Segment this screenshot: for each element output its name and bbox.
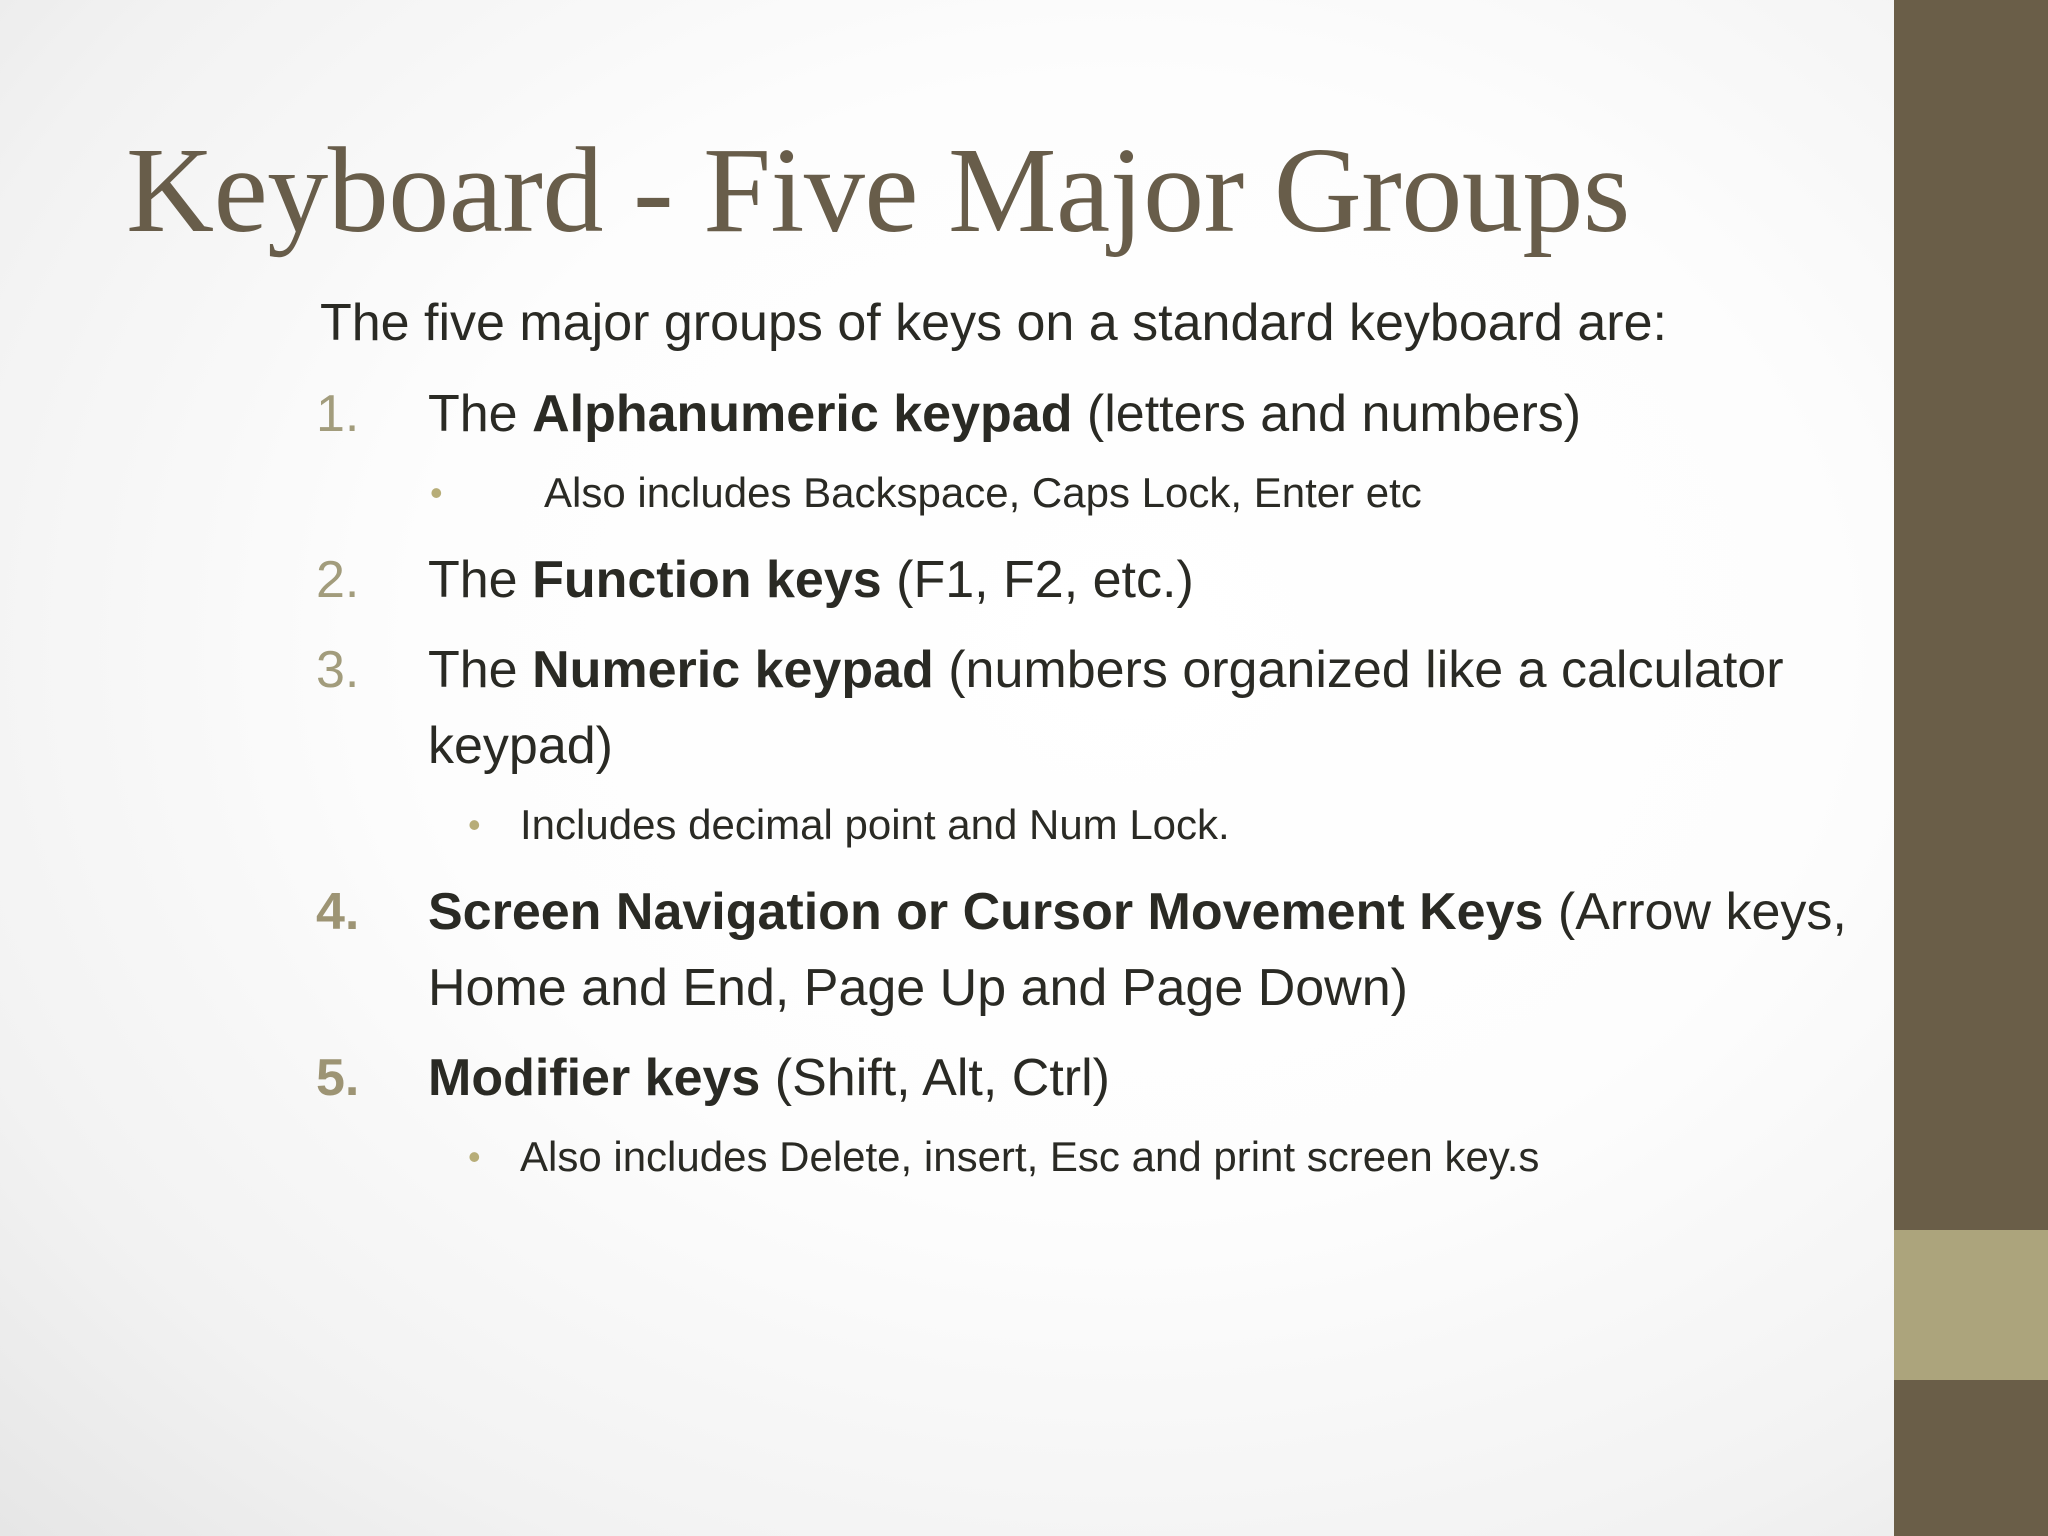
list-item-pre: The (428, 385, 533, 443)
list-item-post: (letters and numbers) (1072, 385, 1582, 443)
list-item-bold: Screen Navigation or Cursor Movement Keys (428, 883, 1544, 941)
intro-text: The five major groups of keys on a standard keyboard are: (320, 294, 1667, 352)
bullet-icon: • (468, 804, 481, 845)
list-item-post: (Arrow keys, Home and End, Page Up and Page Down) (428, 883, 1847, 1017)
sub-bullet-text: Also includes Backspace, Caps Lock, Enter etc (544, 469, 1422, 516)
sub-bullet-text: Also includes Delete, insert, Esc and print screen key.s (520, 1133, 1540, 1180)
bullet-icon: • (468, 1136, 481, 1177)
list-item-numeric (316, 632, 1916, 784)
list-item-post: (numbers organized like a calculator keypad) (428, 641, 1784, 775)
bullet-icon: • (430, 472, 443, 513)
list-item-text (428, 385, 1581, 443)
list-item-bold: Numeric keypad (532, 641, 934, 699)
list-item-text (428, 641, 1784, 775)
list-item-text (428, 551, 1194, 609)
list-item-text (428, 1049, 1110, 1107)
list-item-alphanumeric (316, 376, 1916, 452)
list-item-modifier (316, 1040, 1916, 1116)
list-item-pre: The (428, 551, 533, 609)
list-number: 4. (316, 883, 360, 941)
list-item-post: (F1, F2, etc.) (881, 551, 1194, 609)
sub-bullet-alphanumeric (316, 464, 1916, 522)
sub-bullet-modifier (316, 1128, 1916, 1186)
list-number: 1. (316, 385, 360, 443)
slide-title: Keyboard - Five Major Groups (126, 123, 1630, 258)
list-number: 3. (316, 641, 360, 699)
list-item-bold: Function keys (532, 551, 882, 609)
list-item-text (428, 883, 1847, 1017)
list-item-post: (Shift, Alt, Ctrl) (760, 1049, 1110, 1107)
list-item-bold: Alphanumeric keypad (532, 385, 1073, 443)
list-item-navigation (316, 874, 1916, 1026)
side-accent (1894, 1230, 2048, 1380)
sub-bullet-text: Includes decimal point and Num Lock. (520, 801, 1230, 848)
slide-body (316, 288, 1916, 1206)
sub-bullet-numeric (316, 796, 1916, 854)
list-item-bold: Modifier keys (428, 1049, 761, 1107)
list-item-function (316, 542, 1916, 618)
list-number: 2. (316, 551, 360, 609)
list-item-pre: The (428, 641, 533, 699)
list-number: 5. (316, 1049, 360, 1107)
